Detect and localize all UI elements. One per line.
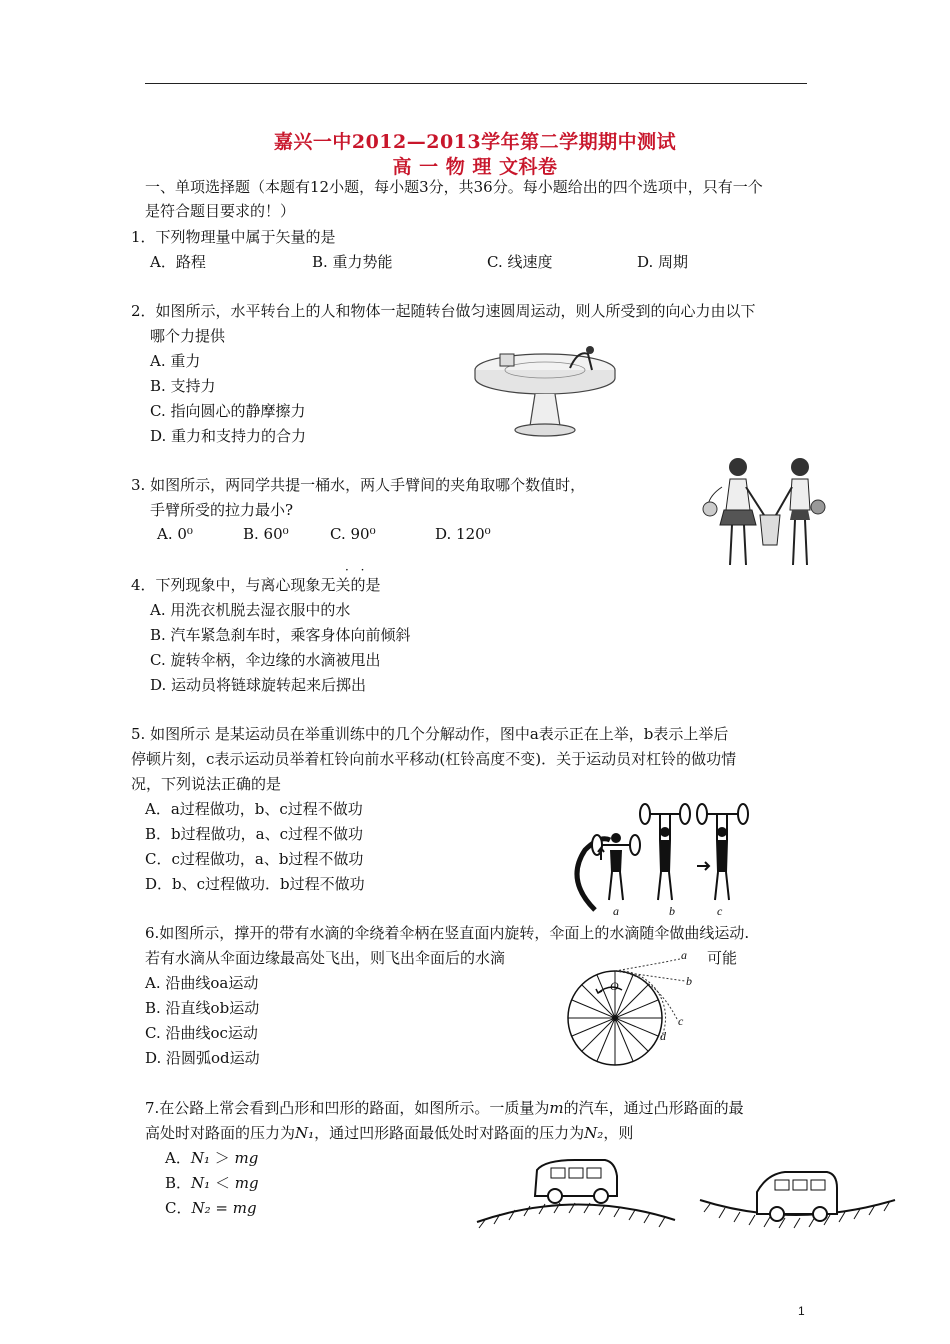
q6-stem-2: 若有水滴从伞面边缘最高处飞出，则飞出伞面后的水滴 xyxy=(145,949,506,967)
exam-title: 嘉兴一中2012—2013学年第二学期期中测试 xyxy=(273,131,677,153)
q3-option-b: B. 60⁰ xyxy=(243,525,289,543)
section-instructions-2: 是符合题目要求的！） xyxy=(145,202,296,220)
q6-option-b: B. 沿直线ob运动 xyxy=(145,999,260,1017)
q4-option-d: D. 运动员将链球旋转起来后掷出 xyxy=(150,676,367,694)
q2-option-a: A. 重力 xyxy=(150,352,201,370)
q2-option-b: B. 支持力 xyxy=(150,377,216,395)
q5-label-c: c xyxy=(717,904,723,918)
q7-option-c: C．N₂ = mg xyxy=(165,1199,257,1217)
weightlifting-figure xyxy=(565,800,755,918)
q5-option-d: D．b、c过程做功．b过程不做功 xyxy=(145,875,365,893)
q4-option-c: C. 旋转伞柄，伞边缘的水滴被甩出 xyxy=(150,651,381,669)
q6-option-c: C. 沿曲线oc运动 xyxy=(145,1024,258,1042)
q4-stem: 4．下列现象中，与离心现象无关的是 xyxy=(131,576,381,594)
q5-stem-1: 5. 如图所示 是某运动员在举重训练中的几个分解动作，图中a表示正在上举，b表示上举后 xyxy=(131,725,729,743)
q1-option-b: B. 重力势能 xyxy=(312,253,393,271)
section-instructions-1: 一、单项选择题（本题有12小题，每小题3分，共36分。每小题给出的四个选项中，只有一个 xyxy=(145,178,763,196)
q7-var-m: m xyxy=(549,1099,564,1117)
q5-option-c: C．c过程做功，a、b过程不做功 xyxy=(145,850,364,868)
q7-option-b: B．N₁ ＜ mg xyxy=(165,1174,259,1192)
q7-stem-text-2: 的汽车，通过凸形路面的最 xyxy=(563,1099,744,1117)
turntable-figure xyxy=(470,340,630,450)
q2-stem-1: 2．如图所示，水平转台上的人和物体一起随转台做匀速圆周运动，则人所受到的向心力由以下 xyxy=(131,302,756,320)
q6-label-o: O xyxy=(610,979,619,993)
umbrella-figure xyxy=(560,945,720,1075)
q5-label-b: b xyxy=(669,904,675,918)
q3-option-d: D. 120⁰ xyxy=(435,525,491,543)
q7-var-n2: N₂ xyxy=(584,1124,604,1142)
q3-stem-2: 手臂所受的拉力最小? xyxy=(150,501,294,519)
q6-label-a: a xyxy=(681,948,687,962)
q4-option-a: A. 用洗衣机脱去湿衣服中的水 xyxy=(150,601,351,619)
q5-option-a: A．a过程做功，b、c过程不做功 xyxy=(145,800,363,818)
q6-label-c: c xyxy=(678,1014,684,1028)
q1-stem: 1．下列物理量中属于矢量的是 xyxy=(131,228,336,246)
exam-subtitle: 高 一 物 理 文科卷 xyxy=(392,156,558,178)
q4-option-b: B. 汽车紧急刹车时，乘客身体向前倾斜 xyxy=(150,626,411,644)
q5-label-a: a xyxy=(613,904,619,918)
q6-option-a: A. 沿曲线oa运动 xyxy=(145,974,259,992)
q7-stem-1 xyxy=(145,1098,744,1118)
q5-stem-3: 况，下列说法正确的是 xyxy=(131,775,282,793)
page-number: 1 xyxy=(798,1304,805,1318)
q7-stem-text-1: 7.在公路上常会看到凸形和凹形的路面，如图所示。一质量为 xyxy=(145,1099,550,1117)
q6-label-d: d xyxy=(660,1029,666,1043)
q1-option-c: C. 线速度 xyxy=(487,253,553,271)
q7-stem-text-4: ，通过凹形路面最低处时对路面的压力为 xyxy=(314,1124,585,1142)
q6-stem-1: 6.如图所示，撑开的带有水滴的伞绕着伞柄在竖直面内旋转，伞面上的水滴随伞做曲线运动. xyxy=(145,924,750,942)
q1-option-d: D. 周期 xyxy=(637,253,689,271)
q3-option-c: C. 90⁰ xyxy=(330,525,376,543)
q4-emphasis-dots: · · xyxy=(345,563,369,577)
q2-option-c: C. 指向圆心的静摩擦力 xyxy=(150,402,306,420)
q7-stem-text-3: 高处时对路面的压力为 xyxy=(145,1124,296,1142)
q1-option-a: A．路程 xyxy=(150,253,206,271)
q7-var-n1: N₁ xyxy=(295,1124,315,1142)
q6-option-d: D. 沿圆弧od运动 xyxy=(145,1049,260,1067)
q3-stem-1: 3. 如图所示，两同学共提一桶水，两人手臂间的夹角取哪个数值时， xyxy=(131,476,586,494)
q2-option-d: D. 重力和支持力的合力 xyxy=(150,427,307,445)
q6-label-b: b xyxy=(686,974,692,988)
q7-stem-2 xyxy=(145,1123,633,1143)
q7-option-a: A．N₁ ＞ mg xyxy=(165,1149,259,1167)
q7-stem-text-5: ，则 xyxy=(603,1124,634,1142)
header-rule xyxy=(145,83,807,84)
q3-option-a: A. 0⁰ xyxy=(157,525,193,543)
q5-stem-2: 停顿片刻，c表示运动员举着杠铃向前水平移动(杠铃高度不变)．关于运动员对杠铃的做功情 xyxy=(131,750,737,768)
road-cars-figure xyxy=(475,1148,903,1230)
q5-option-b: B．b过程做功，a、c过程不做功 xyxy=(145,825,363,843)
q2-stem-2: 哪个力提供 xyxy=(150,327,226,345)
two-students-bucket-figure xyxy=(700,455,830,580)
q6-stem-3: 可能 xyxy=(707,949,738,967)
